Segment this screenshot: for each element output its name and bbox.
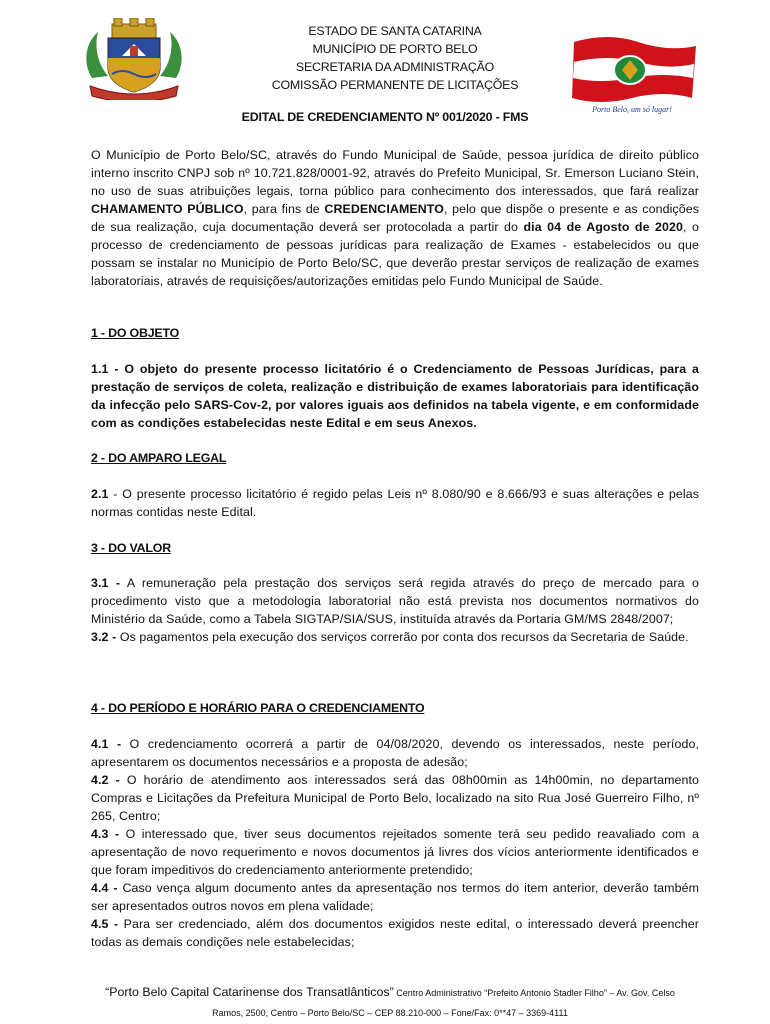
section-2-paragraph <box>91 485 699 521</box>
item-4-4 <box>91 879 699 915</box>
item-text: O interessado que, tiver seus documentos rejeitados somente terá seu pedido reavaliado com a apresentação de novo requerimento e novos documentos já livres dos vícios anteriormente identificados e que foram impeditivos do credenciamento anteriormente pretendido; <box>91 827 699 877</box>
item-text: O credenciamento ocorrerá a partir de 04/08/2020, devendo os interessados, neste período, apresentarem os documentos necessários e a proposta de adesão; <box>91 737 699 769</box>
item-number: 4.1 - <box>91 737 122 751</box>
header-commission: COMISSÃO PERMANENTE DE LICITAÇÕES <box>271 78 519 92</box>
item-number: 4.5 - <box>91 917 119 931</box>
item-4-3 <box>91 825 699 879</box>
header-municipality: MUNICÍPIO DE PORTO BELO <box>312 42 478 56</box>
item-4-1 <box>91 735 699 771</box>
intro-text: , pelo que dispõe o presente e as condições de sua realização, cuja documentação deverá ser protocolada a partir do <box>91 202 700 234</box>
intro-text: , para fins de <box>243 202 325 216</box>
page-footer <box>80 982 700 1023</box>
section-title-valor: 3 - DO VALOR <box>91 541 171 555</box>
municipal-crest-logo <box>78 18 190 100</box>
item-3-1 <box>91 574 699 628</box>
header-state: ESTADO DE SANTA CATARINA <box>308 24 482 38</box>
item-text: Para ser credenciado, além dos documentos exigidos neste edital, o interessado deverá preencher todas as demais condições nele estabelecidas; <box>91 917 699 949</box>
item-4-2 <box>91 771 699 825</box>
letterhead-text <box>240 22 550 94</box>
item-number: 3.1 - <box>91 576 121 590</box>
section-title-periodo-horario: 4 - DO PERÍODO E HORÁRIO PARA O CREDENCIAMENTO <box>91 701 425 715</box>
item-text: A remuneração pela prestação dos serviços será regida através do preço de mercado para o procedimento visto que a metodologia laboratorial não está prevista nos documentos normativos do Ministério da Saúde, como a Tabela SIGTAP/SIA/SUS, instituída através da Portaria GM/MS 2848/2007; <box>91 576 700 626</box>
item-text: Caso vença algum documento antes da apresentação nos termos do item anterior, deverão também ser apresentados outros novos em plena validade; <box>91 881 700 913</box>
item-number: 4.2 - <box>91 773 120 787</box>
intro-paragraph <box>91 146 699 290</box>
footer-slogan: “Porto Belo Capital Catarinense dos Transatlânticos” <box>105 985 394 999</box>
intro-bold-chamamento: CHAMAMENTO PÚBLICO <box>91 202 244 216</box>
item-number: 3.2 - <box>91 630 117 644</box>
intro-bold-date: dia 04 de Agosto de 2020 <box>523 220 684 234</box>
edital-title: EDITAL DE CREDENCIAMENTO Nº 001/2020 - FMS <box>241 110 529 124</box>
intro-text: O Município de Porto Belo/SC, através do Fundo Municipal de Saúde, pessoa jurídica de direito público interno inscrito CNPJ sob nº 10.721.828/0001-92, através do Prefeito Municipal, Sr. Emerson Luciano Stein, no uso de suas atribuições legais, torna público para conhecimento dos interessados, que fará realizar <box>91 148 699 198</box>
flag-script: Porto Belo, um só lugar! <box>592 105 672 114</box>
section-title-amparo-legal: 2 - DO AMPARO LEGAL <box>91 451 227 465</box>
section-4-paragraphs <box>91 735 699 951</box>
header-secretariat: SECRETARIA DA ADMINISTRAÇÃO <box>295 60 495 74</box>
intro-text: , o processo de credenciamento de pessoas jurídicas para realização de Exames - estabelecidos ou que possam se instalar no Município de Porto Belo/SC, que deverão prestar serviços de realização de exames laboratoriais, através de requisições/autorizações emitidas pelo Fundo Municipal de Saúde. <box>91 220 699 288</box>
item-text: - O presente processo licitatório é regido pelas Leis nº 8.080/90 e 8.666/93 e suas alterações e pelas normas contidas neste Edital. <box>91 487 699 519</box>
item-text: O horário de atendimento aos interessados será das 08h00min as 14h00min, no departamento Compras e Licitações da Prefeitura Municipal de Porto Belo, localizado na sito Rua José Guerreiro Filho, nº 265, Centro; <box>91 773 700 823</box>
intro-bold-credenciamento: CREDENCIAMENTO <box>324 202 444 216</box>
item-text: Os pagamentos pela execução dos serviços correrão por conta dos recursos da Secretaria de Saúde. <box>116 630 689 644</box>
section-1-paragraph: 1.1 - O objeto do presente processo licitatório é o Credenciamento de Pessoas Jurídicas, para a prestação de serviços de coleta, realização e distribuição de exames laboratoriais para identificação da infecção pelo SARS-Cov-2, por valores iguais aos definidos na tabela vigente, e em conformidade com as condições estabelecidas neste Edital e em seus Anexos. <box>91 362 699 430</box>
santa-catarina-flag-logo <box>568 32 700 116</box>
footer-address-line2: Ramos, 2500, Centro – Porto Belo/SC – CEP 88.210-000 – Fone/Fax: 0**47 – 3369-4111 <box>212 1008 568 1018</box>
section-3-paragraphs <box>91 574 699 646</box>
item-number: 2.1 <box>91 487 109 501</box>
item-3-2 <box>91 628 699 646</box>
letterhead <box>0 18 770 114</box>
item-number: 4.3 - <box>91 827 120 841</box>
item-4-5 <box>91 915 699 951</box>
item-number: 4.4 - <box>91 881 118 895</box>
section-title-objeto: 1 - DO OBJETO <box>91 326 180 340</box>
footer-address-line1: Centro Administrativo “Prefeito Antonio Stadler Filho” – Av. Gov. Celso <box>393 988 675 998</box>
